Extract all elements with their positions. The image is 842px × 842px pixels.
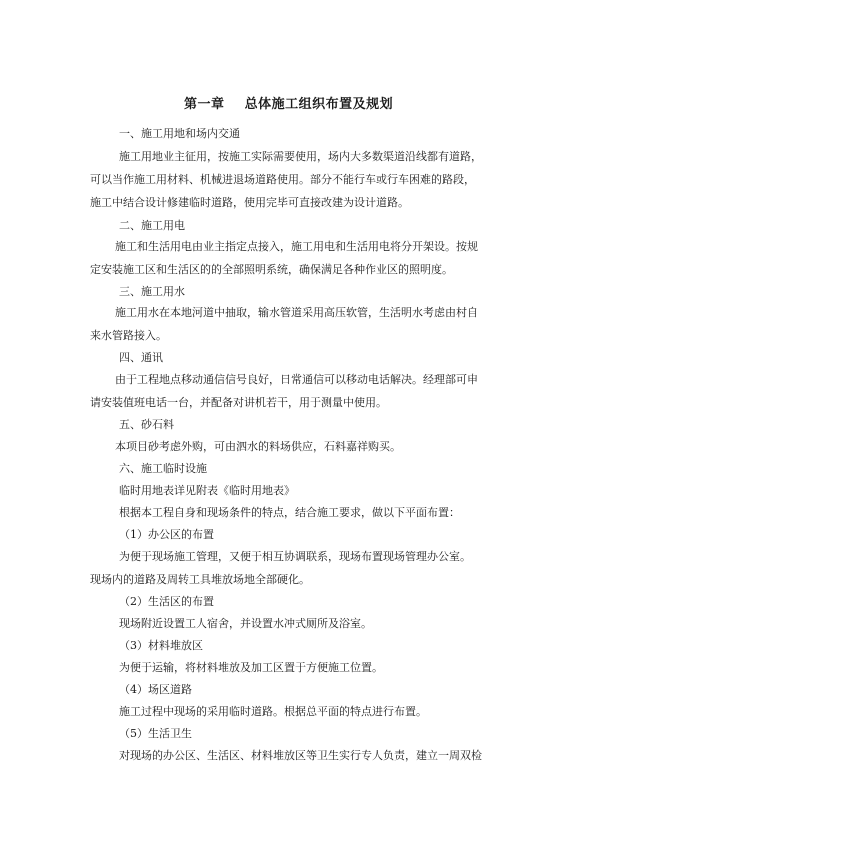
section-heading: 六、施工临时设施 (119, 462, 207, 475)
section-heading: 四、通讯 (119, 351, 163, 364)
subsection-heading: （3）材料堆放区 (119, 639, 203, 652)
paragraph-line: 请安装值班电话一台，并配备对讲机若干，用于测量中使用。 (90, 396, 387, 409)
paragraph-line: 定安装施工区和生活区的的全部照明系统，确保满足各种作业区的照明度。 (90, 263, 453, 276)
subsection-heading: （2）生活区的布置 (119, 595, 214, 608)
paragraph-line: 现场附近设置工人宿舍，并设置水冲式厕所及浴室。 (119, 617, 372, 630)
subsection-heading: （5）生活卫生 (119, 727, 192, 740)
paragraph-line: 由于工程地点移动通信信号良好，日常通信可以移动电话解决。经理部可申 (115, 373, 478, 386)
paragraph-line: 来水管路接入。 (90, 329, 167, 342)
section-heading: 二、施工用电 (119, 219, 185, 232)
paragraph-line: 施工用地业主征用，按施工实际需要使用，场内大多数渠道沿线都有道路， (119, 150, 482, 163)
chapter-title: 第一章 总体施工组织布置及规划 (184, 97, 394, 112)
paragraph-line: 施工中结合设计修建临时道路，使用完毕可直接改建为设计道路。 (90, 196, 409, 209)
section-heading: 五、砂石料 (119, 418, 174, 431)
paragraph-line: 施工过程中现场的采用临时道路。根据总平面的特点进行布置。 (119, 705, 427, 718)
paragraph-line: 施工用水在本地河道中抽取，输水管道采用高压软管，生活明水考虑由村自 (115, 306, 478, 319)
paragraph-line: 根据本工程自身和现场条件的特点，结合施工要求，做以下平面布置： (119, 506, 460, 519)
paragraph-line: 临时用地表详见附表《临时用地表》 (119, 484, 295, 497)
subsection-heading: （4）场区道路 (119, 683, 192, 696)
paragraph-line: 为便于运输，将材料堆放及加工区置于方便施工位置。 (119, 661, 383, 674)
subsection-heading: （1）办公区的布置 (119, 528, 214, 541)
paragraph-line: 施工和生活用电由业主指定点接入，施工用电和生活用电将分开架设。按规 (115, 240, 478, 253)
section-heading: 三、施工用水 (119, 285, 185, 298)
paragraph-line: 对现场的办公区、生活区、材料堆放区等卫生实行专人负责，建立一周双检 (119, 749, 482, 762)
paragraph-line: 为便于现场施工管理，又便于相互协调联系，现场布置现场管理办公室。 (119, 550, 471, 563)
paragraph-line: 本项目砂考虑外购，可由泗水的料场供应，石料嘉祥购买。 (115, 440, 401, 453)
paragraph-line: 现场内的道路及周转工具堆放场地全部硬化。 (90, 573, 310, 586)
paragraph-line: 可以当作施工用材料、机械进退场道路使用。部分不能行车或行车困难的路段， (90, 173, 475, 186)
section-heading: 一、施工用地和场内交通 (119, 127, 240, 140)
